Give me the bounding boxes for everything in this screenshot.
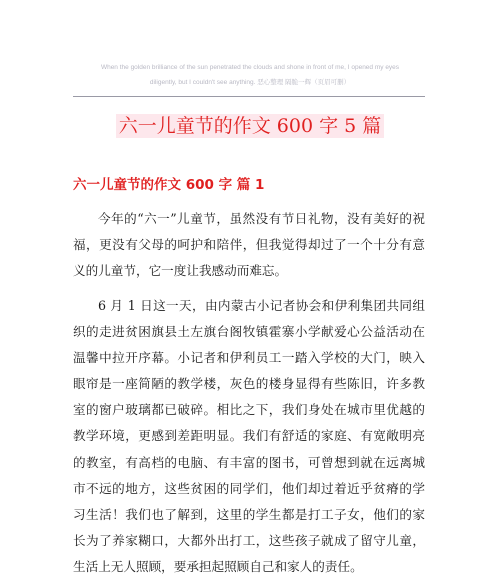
header-divider: [73, 96, 425, 97]
section-heading: 六一儿童节的作文 600 字 篇 1: [73, 177, 265, 193]
body-paragraph-1: 今年的“六一”儿童节，虽然没有节日礼物，没有美好的祝福，更没有父母的呵护和陪伴，但我觉得却过了一个十分有意义的儿童节，它一度让我感动而难忘。: [73, 211, 425, 279]
document-title: [0, 112, 500, 140]
document-title-text: 六一儿童节的作文 600 字 5 篇: [116, 114, 385, 138]
header-watermark-line-1: When the golden brilliance of the sun penetrated the clouds and shone in front of me, I opened my eyes: [100, 64, 400, 71]
page-header-watermark: [70, 60, 430, 90]
body-paragraph-2: 6 月 1 日这一天，由内蒙古小记者协会和伊利集团共同组织的走进贫困旗县土左旗台阁牧镇霍寨小学献爱心公益活动在温馨中拉开序幕。小记者和伊利员工一踏入学校的大门，映入眼帘是一座简陋的教学楼，灰色的楼身显得有些陈旧，许多教室的窗户玻璃都已破碎。相比之下，我们身处在城市里优越的教学环境，更感到差距明显。我们有舒适的家庭、有宽敞明亮的教室，有高档的电脑、有丰富的图书，可曾想到就在远离城市不远的地方，这些贫困的同学们，他们却过着近乎贫瘠的学习生活！我们也了解到，这里的学生都是打工子女，他们的家长为了养家糊口，大都外出打工，这些孩子就成了留守儿童，生活上无人照顾，要承担起照顾自己和家人的责任。: [73, 298, 425, 574]
header-watermark-line-2: diligently, but I couldn't see anything. 恶心整理 隔脆一辉（页眉可删）: [149, 79, 351, 86]
